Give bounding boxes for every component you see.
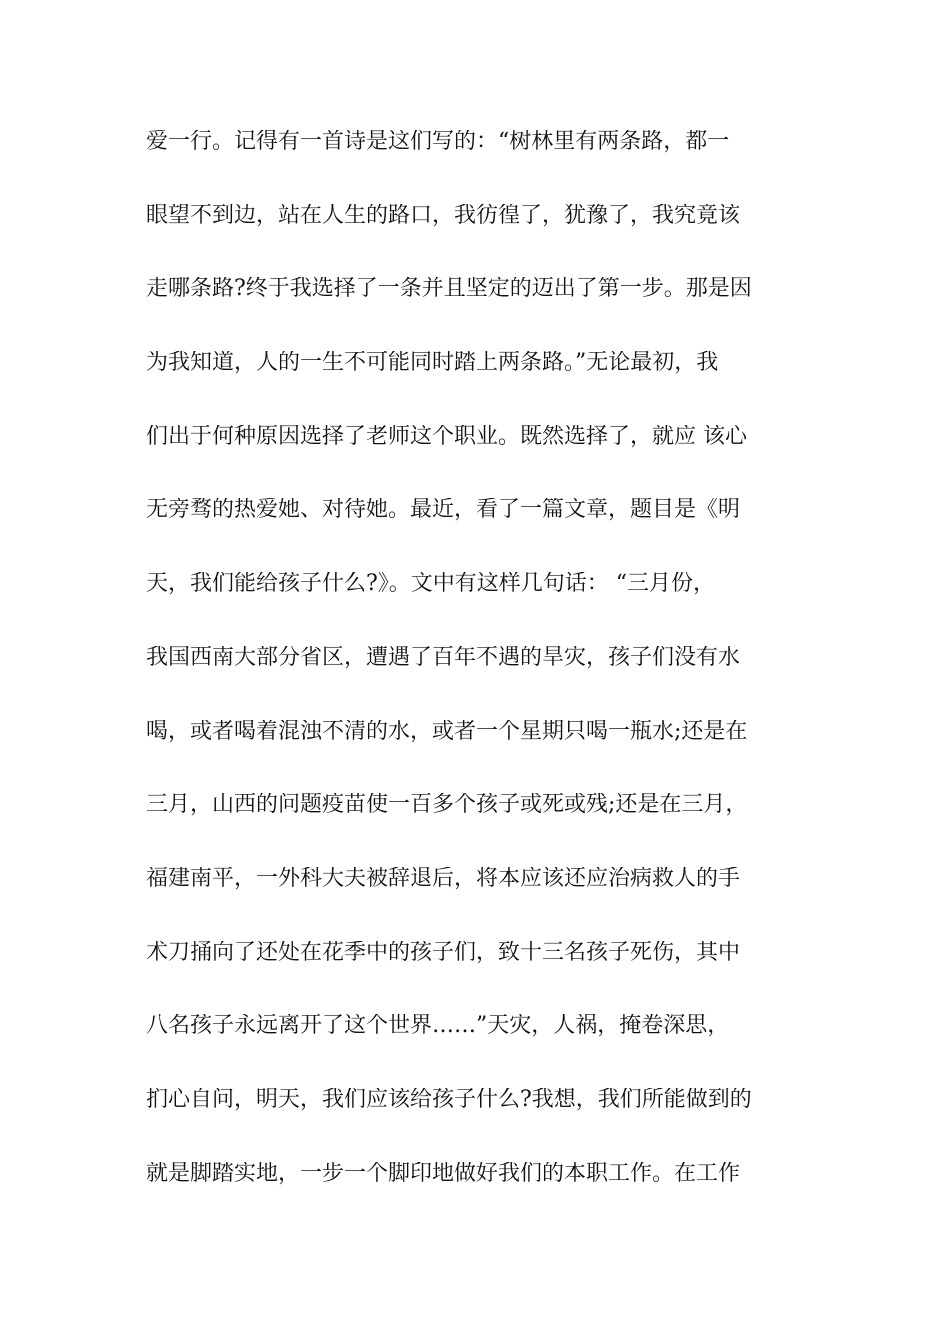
text-line: 天，我们能给孩子什么?》。文中有这样几句话： “三月份，	[146, 572, 716, 597]
text-line: 三月，山西的问题疫苗使一百多个孩子或死或残;还是在三月，	[146, 793, 748, 818]
text-line: 我国西南大部分省区，遭遇了百年不遇的旱灾，孩子们没有水	[146, 645, 741, 670]
text-line: 为我知道，人的一生不可能同时踏上两条路。”无论最初，我	[146, 351, 719, 376]
body-text	[146, 130, 826, 1235]
text-line: 福建南平，一外科大夫被辞退后，将本应该还应治病救人的手	[146, 866, 741, 891]
text-line: 走哪条路?终于我选择了一条并且坚定的迈出了第一步。那是因	[146, 277, 752, 302]
text-line: 扪心自问，明天，我们应该给孩子什么?我想，我们所能做到的	[146, 1087, 752, 1112]
text-line: 爱一行。记得有一首诗是这们写的：“树林里有两条路，都一	[146, 130, 730, 154]
text-line: 术刀捅向了还处在花季中的孩子们，致十三名孩子死伤，其中	[146, 940, 741, 965]
text-line: 喝，或者喝着混浊不清的水，或者一个星期只喝一瓶水;还是在	[146, 719, 748, 744]
text-line: 无旁骛的热爱她、对待她。最近，看了一篇文章，题目是《明	[146, 498, 741, 523]
text-line: 就是脚踏实地，一步一个脚印地做好我们的本职工作。在工作	[146, 1161, 741, 1186]
text-line: 八名孩子永远离开了这个世界……”天灾，人祸，掩卷深思，	[146, 1014, 730, 1039]
text-line: 眼望不到边，站在人生的路口，我彷徨了，犹豫了，我究竟该	[146, 203, 741, 228]
text-line: 们出于何种原因选择了老师这个职业。既然选择了，就应 该心	[146, 424, 747, 449]
